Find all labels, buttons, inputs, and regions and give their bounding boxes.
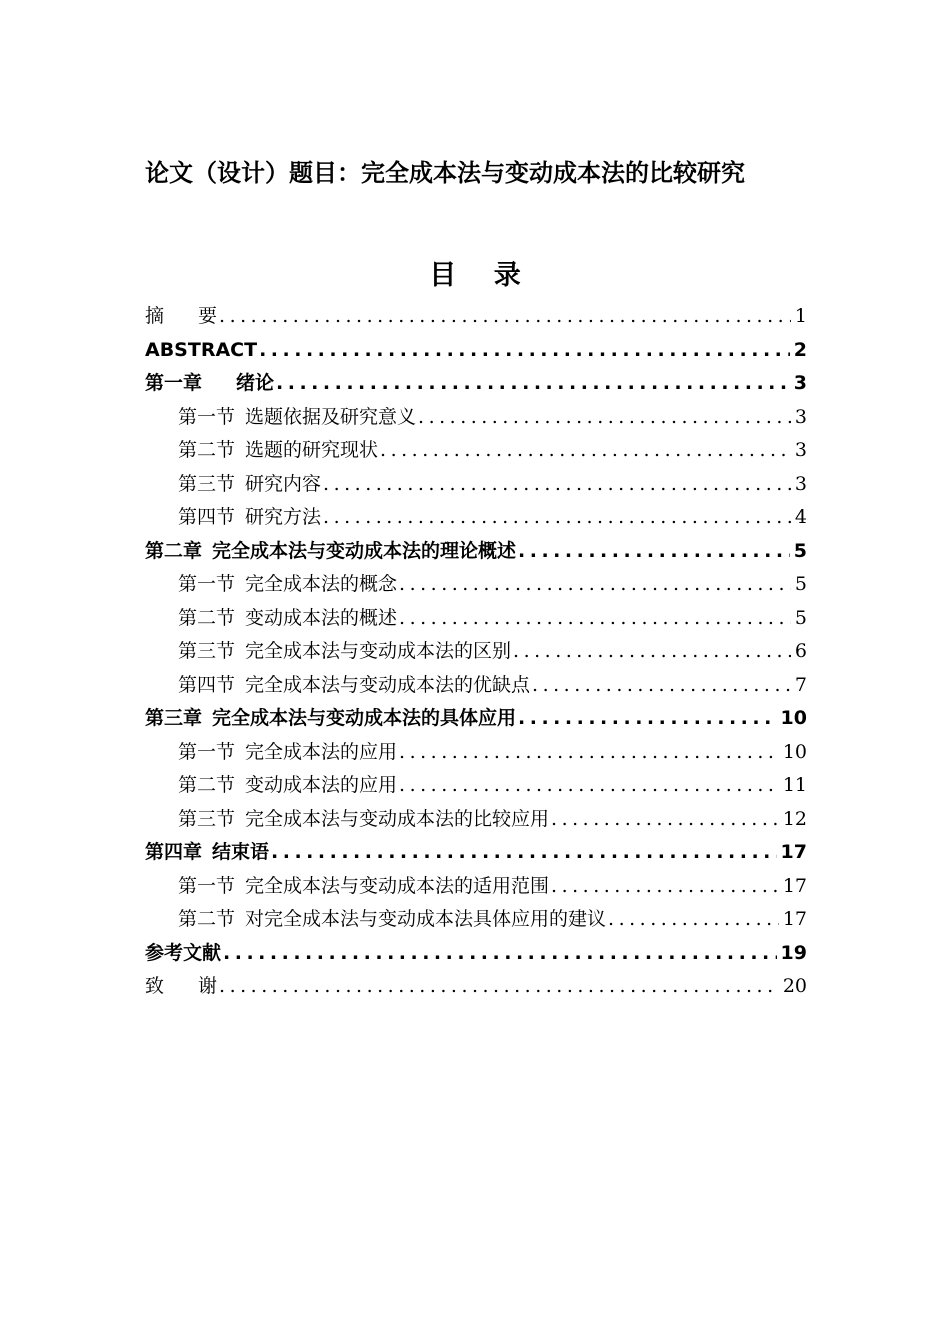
toc-entry-label: 第三节 完全成本法与变动成本法的区别 [178, 640, 512, 662]
toc-entry-ch4-section-2[interactable] [145, 903, 807, 937]
dot-leader [223, 937, 777, 971]
toc-page-number: 3 [794, 405, 807, 428]
toc-entry-label: 第一节 完全成本法与变动成本法的适用范围 [178, 874, 550, 897]
toc-entry-label: 第二节 变动成本法的概述 [178, 606, 398, 629]
toc-entry-label: ABSTRACT [145, 338, 258, 361]
toc-entry-label: 第四章 结束语 [145, 841, 270, 863]
toc-page-number: 17 [780, 841, 807, 863]
toc-entry-ch3-section-3[interactable] [145, 803, 807, 837]
toc-page-number: 3 [794, 439, 807, 461]
toc-entry-label: 致 谢 [145, 975, 218, 997]
toc-page-number: 2 [793, 338, 807, 361]
toc-page-number: 5 [794, 573, 807, 595]
toc-page-number: 3 [793, 372, 807, 394]
dot-leader [518, 535, 790, 569]
toc-entry-chapter-4[interactable] [145, 836, 807, 870]
toc-page-number: 5 [793, 539, 807, 562]
dot-leader [271, 836, 777, 870]
toc-entry-references[interactable] [145, 937, 807, 971]
toc-page-number: 5 [794, 606, 807, 629]
toc-page-number: 12 [782, 807, 807, 830]
toc-page-number: 17 [782, 908, 807, 930]
toc-entry-ch2-section-3[interactable] [145, 635, 807, 669]
toc-entry-abstract-cn[interactable] [145, 300, 807, 334]
toc-page-number: 6 [794, 640, 807, 662]
toc-entry-label: 第二节 选题的研究现状 [178, 439, 379, 461]
dot-leader [608, 903, 779, 937]
toc-entry-label: 第一节 选题依据及研究意义 [178, 405, 417, 428]
toc-entry-ch4-section-1[interactable] [145, 870, 807, 904]
dot-leader [399, 568, 791, 602]
dot-leader [399, 736, 779, 770]
toc-entry-label: 参考文献 [145, 941, 222, 964]
toc-entry-label: 第二章 完全成本法与变动成本法的理论概述 [145, 539, 517, 562]
toc-page-number: 7 [794, 673, 807, 696]
dot-leader [323, 468, 791, 502]
toc-entry-chapter-2[interactable] [145, 535, 807, 569]
toc-entry-ch2-section-2[interactable] [145, 602, 807, 636]
toc-entry-label: 第一节 完全成本法的应用 [178, 740, 398, 763]
toc-page-number: 10 [780, 707, 807, 729]
toc-entry-ch3-section-1[interactable] [145, 736, 807, 770]
dot-leader [219, 300, 791, 334]
toc-entry-label: 第三节 研究内容 [178, 472, 322, 495]
toc-entry-chapter-1[interactable] [145, 367, 807, 401]
toc-page-number: 1 [794, 305, 807, 327]
table-of-contents [145, 300, 807, 1004]
toc-page-number: 10 [782, 740, 807, 763]
toc-page-number: 20 [782, 975, 807, 997]
toc-entry-label: 第二节 对完全成本法与变动成本法具体应用的建议 [178, 908, 607, 930]
toc-entry-label: 第四节 研究方法 [178, 506, 322, 528]
toc-entry-label: 第三章 完全成本法与变动成本法的具体应用 [145, 707, 517, 729]
dot-leader [323, 501, 791, 535]
toc-entry-ch2-section-4[interactable] [145, 669, 807, 703]
dot-leader [551, 870, 779, 904]
toc-entry-label: 第三节 完全成本法与变动成本法的比较应用 [178, 807, 550, 830]
toc-page-number: 19 [780, 941, 807, 964]
thesis-title: 论文（设计）题目：完全成本法与变动成本法的比较研究 [145, 159, 745, 187]
dot-leader [380, 434, 791, 468]
dot-leader [399, 769, 779, 803]
dot-leader [259, 334, 790, 368]
dot-leader [219, 970, 779, 1004]
toc-page-number: 17 [782, 874, 807, 897]
toc-entry-label: 第四节 完全成本法与变动成本法的优缺点 [178, 673, 531, 696]
dot-leader [551, 803, 779, 837]
toc-entry-ch1-section-3[interactable] [145, 468, 807, 502]
toc-page-number: 11 [782, 774, 807, 796]
toc-entry-label: 第一章 绪论 [145, 372, 275, 394]
toc-page-number: 3 [794, 472, 807, 495]
toc-entry-acknowledgements[interactable] [145, 970, 807, 1004]
toc-entry-ch2-section-1[interactable] [145, 568, 807, 602]
toc-entry-chapter-3[interactable] [145, 702, 807, 736]
toc-entry-ch3-section-2[interactable] [145, 769, 807, 803]
dot-leader [399, 602, 791, 636]
dot-leader [276, 367, 790, 401]
dot-leader [532, 669, 791, 703]
dot-leader [513, 635, 791, 669]
toc-entry-label: 摘 要 [145, 305, 218, 327]
toc-page-number: 4 [794, 506, 807, 528]
toc-entry-ch1-section-1[interactable] [145, 401, 807, 435]
dot-leader [518, 702, 777, 736]
toc-entry-label: 第二节 变动成本法的应用 [178, 774, 398, 796]
toc-entry-ch1-section-4[interactable] [145, 501, 807, 535]
toc-entry-abstract-en[interactable] [145, 334, 807, 368]
toc-entry-label: 第一节 完全成本法的概念 [178, 573, 398, 595]
dot-leader [418, 401, 791, 435]
toc-heading: 目 录 [429, 260, 535, 291]
toc-entry-ch1-section-2[interactable] [145, 434, 807, 468]
